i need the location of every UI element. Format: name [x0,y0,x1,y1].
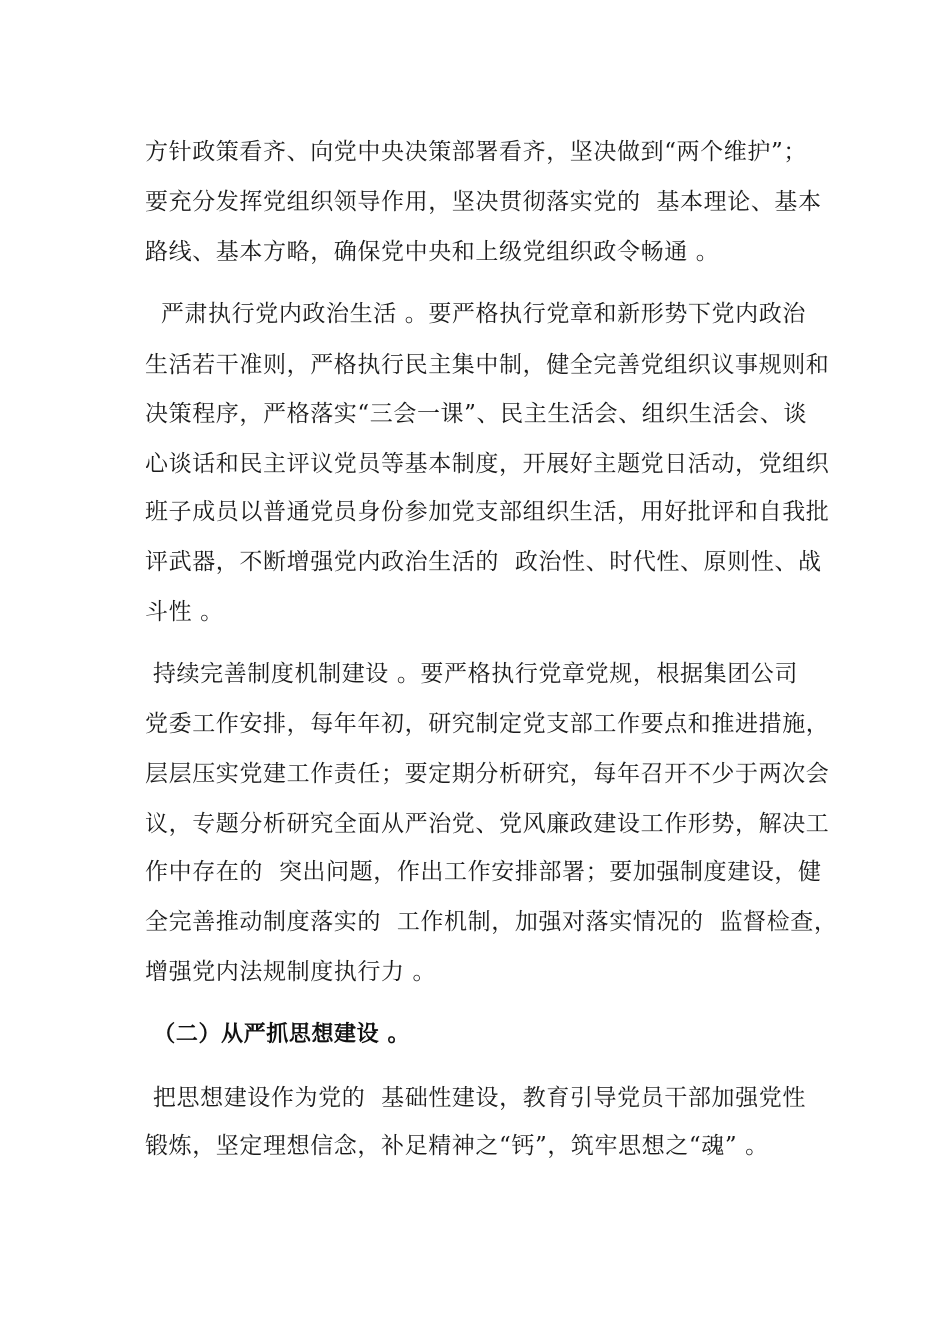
text-line: 全完善推动制度落实的 工作机制，加强对落实情况的 监督检查， [145,909,838,935]
text-line: 把思想建设作为党的 基础性建设，教育引导党员干部加强党性 [145,1085,806,1111]
text-line: 党委工作安排，每年年初，研究制定党支部工作要点和推进措施， [145,711,830,737]
text-line: 持续完善制度机制建设 。要严格执行党章党规，根据集团公司 [145,661,799,687]
text-line: 班子成员以普通党员身份参加党支部组织生活，用好批评和自我批 [145,499,830,525]
text-line: 决策程序，严格落实“三会一课”、民主生活会、组织生活会、谈 [145,401,807,427]
text-line: 方针政策看齐、向党中央决策部署看齐，坚决做到“两个维护”； [145,139,807,165]
text-line: 增强党内法规制度执行力 。 [145,959,437,985]
text-line: 心谈话和民主评议党员等基本制度，开展好主题党日活动，党组织 [145,451,830,477]
text-line: 要充分发挥党组织领导作用，坚决贯彻落实党的 基本理论、基本 [145,189,822,215]
text-line: 路线、基本方略，确保党中央和上级党组织政令畅通 。 [145,239,720,265]
text-line: 议，专题分析研究全面从严治党、党风廉政建设工作形势，解决工 [145,811,830,837]
text-line: 锻炼，坚定理想信念，补足精神之“钙”，筑牢思想之“魂” 。 [145,1133,769,1159]
text-line: 生活若干准则，严格执行民主集中制，健全完善党组织议事规则和 [145,352,830,378]
text-line: 严肃执行党内政治生活 。要严格执行党章和新形势下党内政治 [145,301,806,327]
text-line: 评武器，不断增强党内政治生活的 政治性、时代性、原则性、战 [145,549,822,575]
section-heading: （二）从严抓思想建设 。 [145,1022,411,1047]
text-line: 层层压实党建工作责任；要定期分析研究，每年召开不少于两次会 [145,761,830,787]
text-line: 作中存在的 突出问题，作出工作安排部署；要加强制度建设，健 [145,859,822,885]
text-line: 斗性 。 [145,599,224,625]
